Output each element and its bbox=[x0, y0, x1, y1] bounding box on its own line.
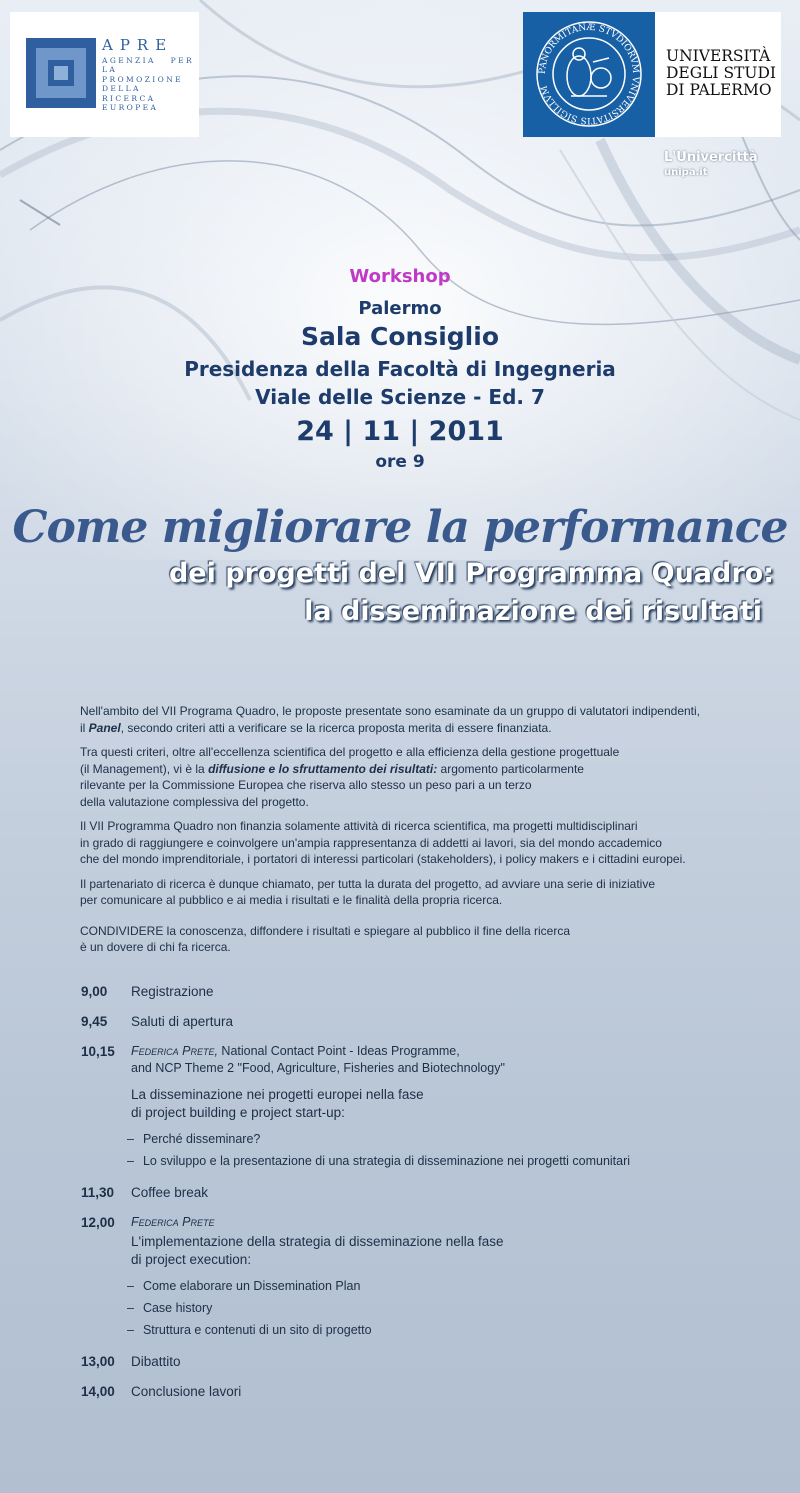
agenda-time: 14,00 bbox=[81, 1384, 115, 1399]
main-title-line1: Come migliorare la performance bbox=[12, 502, 788, 553]
agenda-time: 9,00 bbox=[81, 984, 108, 999]
apre-subtitle: AGENZIA PER LA PROMOZIONE DELLA RICERCA EUROPEA bbox=[102, 56, 194, 113]
agenda-row bbox=[81, 1214, 761, 1341]
seal-ring-text: PANORMITANÆ STVDIORVM VNIVERSITATIS SIGILLVM bbox=[537, 22, 641, 126]
apre-square-icon bbox=[26, 38, 96, 108]
agenda-row bbox=[81, 1043, 761, 1172]
agenda-row bbox=[81, 1383, 761, 1401]
apre-logo bbox=[10, 12, 199, 137]
university-name: UNIVERSITÀ DEGLI STUDI DI PALERMO bbox=[666, 47, 777, 99]
list-item: – Perché disseminare? bbox=[127, 1128, 761, 1150]
event-city: Palermo bbox=[358, 298, 442, 319]
main-title-line2: dei progetti del VII Programma Quadro: bbox=[168, 558, 774, 589]
intro-paragraph: Nell'ambito del VII Programa Quadro, le proposte presentate sono esaminate da un gruppo di valutatori indipendenti, il Panel, secondo criteri atti a verificare se la ricerca proposta merita di essere finanziata. bbox=[80, 704, 701, 735]
unipa-seal-panel bbox=[523, 12, 655, 137]
agenda-time: 10,15 bbox=[81, 1044, 115, 1059]
list-item: – Struttura e contenuti di un sito di progetto bbox=[127, 1319, 761, 1341]
unipa-tagline: L'Univercittà bbox=[664, 150, 758, 165]
intro-paragraph: Il partenariato di ricerca è dunque chiamato, per tutta la durata del progetto, ad avviare una serie di iniziative per comunicare al pubblico e ai media i risultati e le finalità della propria ricerca. bbox=[80, 876, 656, 907]
event-time: ore 9 bbox=[375, 452, 425, 472]
intro-text bbox=[80, 703, 740, 964]
main-title-line3: la disseminazione dei risultati bbox=[304, 596, 762, 627]
agenda bbox=[81, 983, 761, 1413]
event-label: Workshop bbox=[349, 266, 451, 287]
dissemination-emphasis: diffusione e lo sfruttamento dei risultati: bbox=[208, 761, 438, 776]
event-faculty: Presidenza della Facoltà di Ingegneria bbox=[184, 357, 616, 381]
event-hall: Sala Consiglio bbox=[301, 322, 499, 351]
agenda-item: Federica Prete, National Contact Point - Ideas Programme, and NCP Theme 2 "Food, Agriculture, Fisheries and Biotechnology" La disseminazione nei progetti europei nella fase di project building e project start-up: – Perché disseminare? – Lo sviluppo e la presentazione di una strategia di disseminazione nei progetti comunitari bbox=[131, 1043, 761, 1172]
agenda-time: 12,00 bbox=[81, 1215, 115, 1230]
topic-list bbox=[127, 1275, 761, 1341]
apre-title: APRE bbox=[102, 36, 174, 54]
agenda-item: Dibattito bbox=[131, 1354, 181, 1369]
agenda-item: Conclusione lavori bbox=[131, 1384, 242, 1399]
list-item: – Lo sviluppo e la presentazione di una strategia di disseminazione nei progetti comunitari bbox=[127, 1150, 761, 1172]
intro-paragraph: Il VII Programma Quadro non finanzia solamente attività di ricerca scientifica, ma progetti multidisciplinari in grado di raggiungere e coinvolgere un'ampia rappresentanza di addetti ai lavori, sia del mondo accademico che del mondo imprenditoriale, i portatori di interessi particolari (stakeholders), i policy makers e i cittadini europei. bbox=[80, 819, 686, 866]
panel-emphasis: Panel bbox=[88, 720, 121, 735]
agenda-row bbox=[81, 1013, 761, 1031]
unipa-seal-icon bbox=[523, 12, 655, 137]
event-street: Viale delle Scienze - Ed. 7 bbox=[255, 385, 545, 409]
intro-paragraph: Tra questi criteri, oltre all'eccellenza scientifica del progetto e alla efficienza della gestione progettuale (il Management), vi è la diffusione e lo sfruttamento dei risultati: argomento particolarmente rilevante per la Commissione Europea che riserva allo stesso un peso pari a un terzo della valutazione complessiva del progetto. bbox=[80, 745, 620, 809]
agenda-time: 13,00 bbox=[81, 1354, 115, 1369]
agenda-item: Saluti di apertura bbox=[131, 1014, 234, 1029]
agenda-item bbox=[131, 1214, 761, 1341]
agenda-row bbox=[81, 1184, 761, 1202]
speaker-name: Federica Prete bbox=[131, 1215, 215, 1229]
session-topic: La disseminazione nei progetti europei nella fase di project building e project start-up: bbox=[131, 1087, 424, 1120]
agenda-item: Coffee break bbox=[131, 1185, 209, 1200]
agenda-row bbox=[81, 983, 761, 1001]
speaker-name: Federica Prete, bbox=[131, 1044, 218, 1058]
event-date: 24 | 11 | 2011 bbox=[296, 416, 504, 447]
list-item: – Case history bbox=[127, 1297, 761, 1319]
unipa-logo bbox=[523, 12, 781, 137]
agenda-time: 9,45 bbox=[81, 1014, 108, 1029]
agenda-row bbox=[81, 1353, 761, 1371]
agenda-time: 11,30 bbox=[81, 1185, 115, 1200]
agenda-item: Registrazione bbox=[131, 984, 214, 999]
session-topic: L'implementazione della strategia di disseminazione nella fase di project execution: bbox=[131, 1234, 504, 1267]
topic-list bbox=[127, 1128, 761, 1172]
intro-paragraph: CONDIVIDERE la conoscenza, diffondere i risultati e spiegare al pubblico il fine della ricerca è un dovere di chi fa ricerca. bbox=[80, 923, 571, 954]
unipa-website: unipa.it bbox=[664, 167, 708, 178]
list-item: – Come elaborare un Dissemination Plan bbox=[127, 1275, 761, 1297]
